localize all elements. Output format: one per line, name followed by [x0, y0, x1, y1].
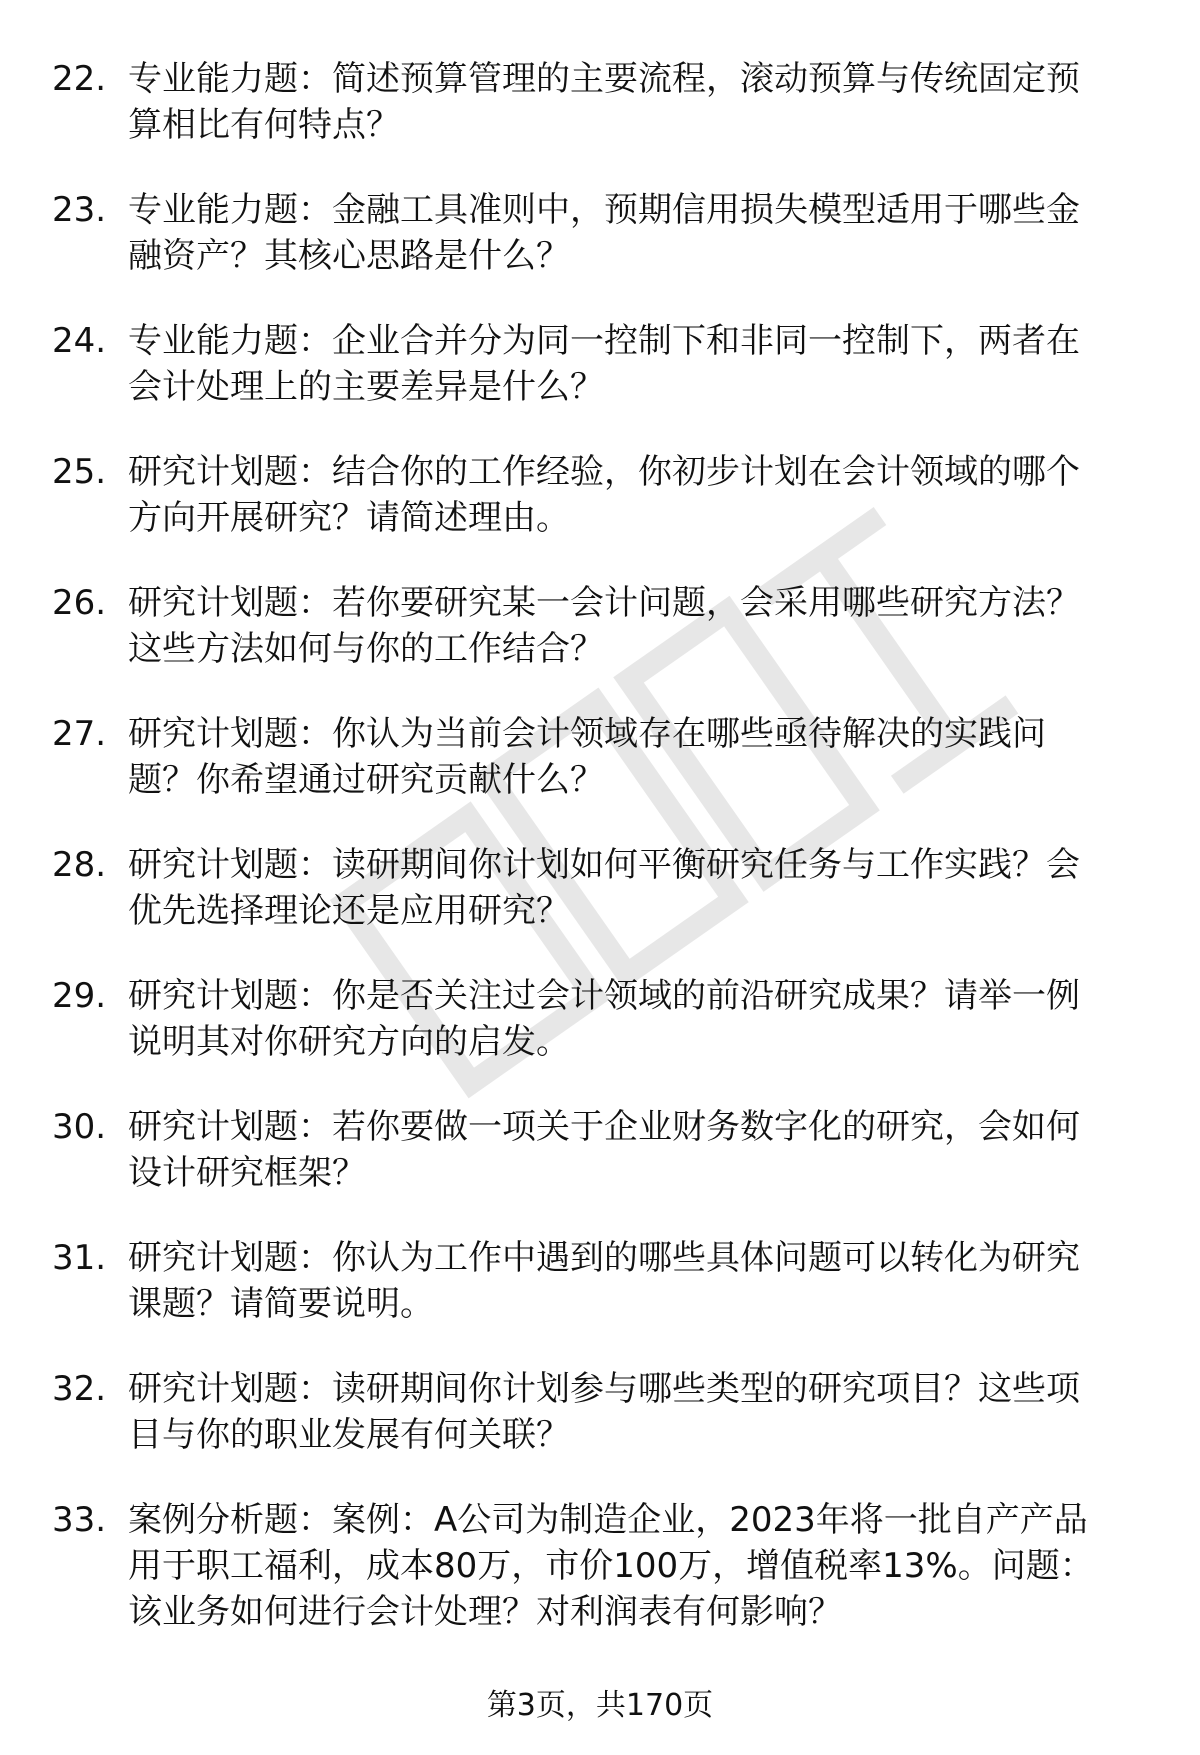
page-footer: [0, 1686, 1200, 1726]
question-text-line: 这些方法如何与你的工作结合？: [128, 629, 604, 669]
question-number: 31.: [52, 1238, 107, 1278]
question-number: 32.: [52, 1369, 107, 1409]
question-item-31: [0, 1235, 1200, 1366]
question-text-line: 专业能力题：金融工具准则中，预期信用损失模型适用于哪些金: [128, 190, 1080, 230]
question-number: 27.: [52, 714, 107, 754]
question-text-line: 案例分析题：案例：A公司为制造企业，2023年将一批自产产品: [128, 1500, 1088, 1540]
question-text-line: 目与你的职业发展有何关联？: [128, 1415, 570, 1455]
page-number-label: 第3页，共170页: [486, 1688, 714, 1723]
question-text-line: 专业能力题：简述预算管理的主要流程，滚动预算与传统固定预: [128, 59, 1080, 99]
question-item-33: [0, 1497, 1200, 1632]
question-text-line: 说明其对你研究方向的启发。: [128, 1022, 570, 1062]
question-number: 23.: [52, 190, 107, 230]
question-item-24: [0, 318, 1200, 449]
question-number: 28.: [52, 845, 107, 885]
question-text-line: 用于职工福利，成本80万，市价100万，增值税率13%。问题：: [128, 1546, 1094, 1586]
question-text-line: 研究计划题：若你要研究某一会计问题，会采用哪些研究方法？: [128, 583, 1080, 623]
question-number: 33.: [52, 1500, 107, 1540]
question-text-line: 研究计划题：你认为当前会计领域存在哪些亟待解决的实践问: [128, 714, 1046, 754]
question-number: 25.: [52, 452, 107, 492]
question-item-29: [0, 973, 1200, 1104]
question-number: 22.: [52, 59, 107, 99]
question-text-line: 研究计划题：结合你的工作经验，你初步计划在会计领域的哪个: [128, 452, 1080, 492]
question-item-23: [0, 187, 1200, 318]
question-number: 29.: [52, 976, 107, 1016]
question-text-line: 研究计划题：读研期间你计划如何平衡研究任务与工作实践？会: [128, 845, 1080, 885]
question-item-27: [0, 711, 1200, 842]
question-number: 24.: [52, 321, 107, 361]
question-text-line: 专业能力题：企业合并分为同一控制下和非同一控制下，两者在: [128, 321, 1080, 361]
question-text-line: 研究计划题：若你要做一项关于企业财务数字化的研究，会如何: [128, 1107, 1080, 1147]
question-text-line: 会计处理上的主要差异是什么？: [128, 367, 604, 407]
question-text-line: 题？你希望通过研究贡献什么？: [128, 760, 604, 800]
question-text-line: 研究计划题：读研期间你计划参与哪些类型的研究项目？这些项: [128, 1369, 1080, 1409]
question-text-line: 课题？请简要说明。: [128, 1284, 434, 1324]
question-item-26: [0, 580, 1200, 711]
question-list: [0, 56, 1200, 1632]
question-text-line: 优先选择理论还是应用研究？: [128, 891, 570, 931]
question-number: 30.: [52, 1107, 107, 1147]
question-text-line: 该业务如何进行会计处理？对利润表有何影响？: [128, 1592, 842, 1632]
question-item-28: [0, 842, 1200, 973]
question-number: 26.: [52, 583, 107, 623]
question-item-32: [0, 1366, 1200, 1497]
question-text-line: 算相比有何特点？: [128, 105, 400, 145]
question-text-line: 研究计划题：你认为工作中遇到的哪些具体问题可以转化为研究: [128, 1238, 1080, 1278]
question-item-25: [0, 449, 1200, 580]
question-text-line: 融资产？其核心思路是什么？: [128, 236, 570, 276]
question-text-line: 设计研究框架？: [128, 1153, 366, 1193]
question-item-30: [0, 1104, 1200, 1235]
question-text-line: 方向开展研究？请简述理由。: [128, 498, 570, 538]
question-item-22: [0, 56, 1200, 187]
question-text-line: 研究计划题：你是否关注过会计领域的前沿研究成果？请举一例: [128, 976, 1080, 1016]
